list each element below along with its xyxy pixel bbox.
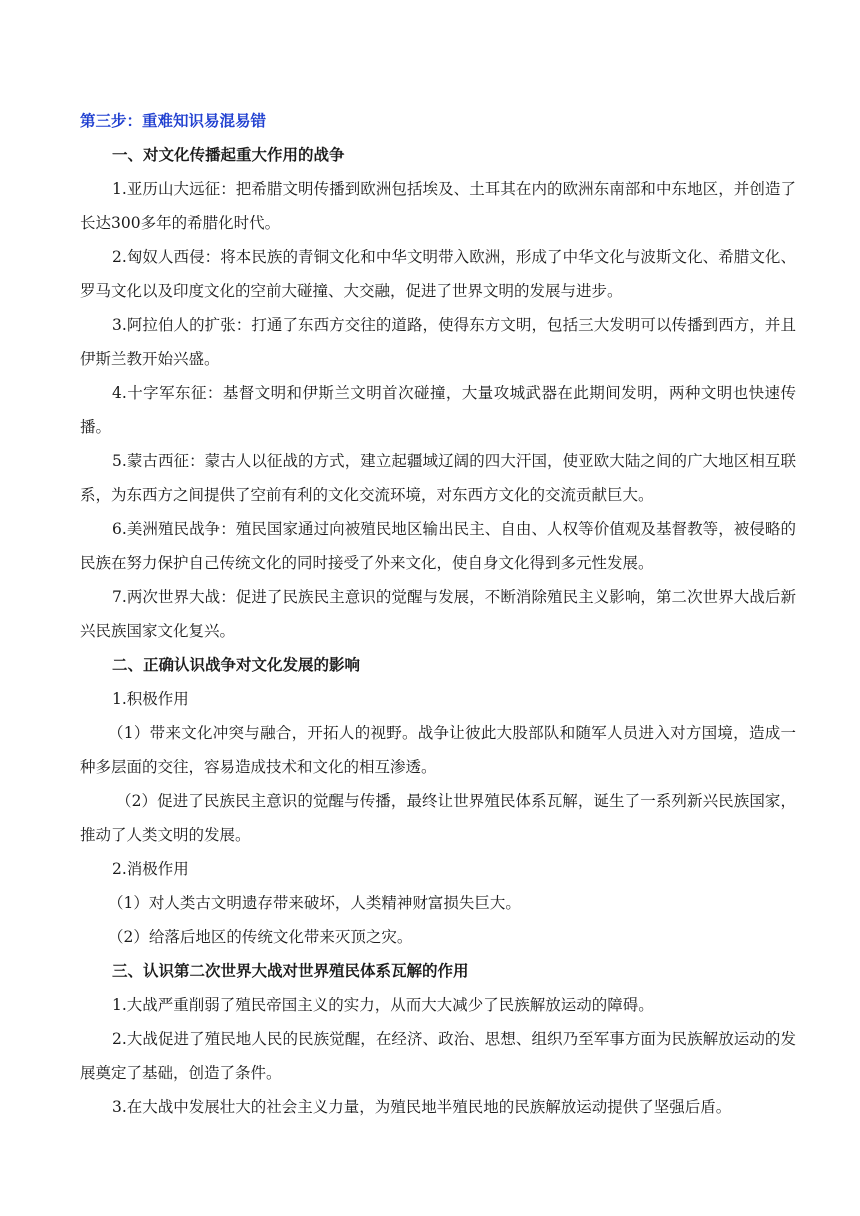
paragraph: 1.大战严重削弱了殖民帝国主义的实力，从而大大减少了民族解放运动的障碍。 <box>112 996 654 1014</box>
paragraph: 2.消极作用 <box>112 860 189 878</box>
paragraph: 7.两次世界大战：促进了民族民主意识的觉醒与发展，不断消除殖民主义影响，第二次世界大战后新兴民族国家文化复兴。 <box>80 588 796 640</box>
section-wwii-colonial-collapse <box>80 954 796 1124</box>
step-title: 第三步：重难知识易混易错 <box>80 111 267 130</box>
paragraph: 1.积极作用 <box>112 690 189 708</box>
paragraph: （1）带来文化冲突与融合，开拓人的视野。战争让彼此大股部队和随军人员进入对方国境，造成一种多层面的交往，容易造成技术和文化的相互渗透。 <box>80 724 796 776</box>
paragraph: （2）促进了民族民主意识的觉醒与传播，最终让世界殖民体系瓦解，诞生了一系列新兴民族国家，推动了人类文明的发展。 <box>80 792 796 844</box>
paragraph: 2.大战促进了殖民地人民的民族觉醒，在经济、政治、思想、组织乃至军事方面为民族解放运动的发展奠定了基础，创造了条件。 <box>80 1030 796 1082</box>
section-heading: 一、对文化传播起重大作用的战争 <box>112 145 345 164</box>
paragraph: （1）对人类古文明遗存带来破坏，人类精神财富损失巨大。 <box>108 894 521 912</box>
paragraph: 2.匈奴人西侵：将本民族的青铜文化和中华文明带入欧洲，形成了中华文化与波斯文化、希腊文化、罗马文化以及印度文化的空前大碰撞、大交融，促进了世界文明的发展与进步。 <box>80 248 796 300</box>
paragraph: （2）给落后地区的传统文化带来灭顶之灾。 <box>108 928 413 946</box>
document-page <box>80 104 796 1124</box>
section-war-cultural-spread <box>80 138 796 648</box>
paragraph: 4.十字军东征：基督文明和伊斯兰文明首次碰撞，大量攻城武器在此期间发明，两种文明也快速传播。 <box>80 384 796 436</box>
paragraph: 5.蒙古西征：蒙古人以征战的方式，建立起疆域辽阔的四大汗国，使亚欧大陆之间的广大地区相互联系，为东西方之间提供了空前有利的文化交流环境，对东西方文化的交流贡献巨大。 <box>80 452 796 504</box>
paragraph: 6.美洲殖民战争：殖民国家通过向被殖民地区输出民主、自由、人权等价值观及基督教等，被侵略的民族在努力保护自己传统文化的同时接受了外来文化，使自身文化得到多元性发展。 <box>80 520 796 572</box>
paragraph: 3.阿拉伯人的扩张：打通了东西方交往的道路，使得东方文明，包括三大发明可以传播到西方，并且伊斯兰教开始兴盛。 <box>80 316 796 368</box>
paragraph: 1.亚历山大远征：把希腊文明传播到欧洲包括埃及、土耳其在内的欧洲东南部和中东地区，并创造了长达300多年的希腊化时代。 <box>80 180 796 232</box>
section-war-impact <box>80 648 796 954</box>
section-heading: 三、认识第二次世界大战对世界殖民体系瓦解的作用 <box>112 961 469 980</box>
section-heading: 二、正确认识战争对文化发展的影响 <box>112 655 361 674</box>
paragraph: 3.在大战中发展壮大的社会主义力量，为殖民地半殖民地的民族解放运动提供了坚强后盾。 <box>112 1098 732 1116</box>
